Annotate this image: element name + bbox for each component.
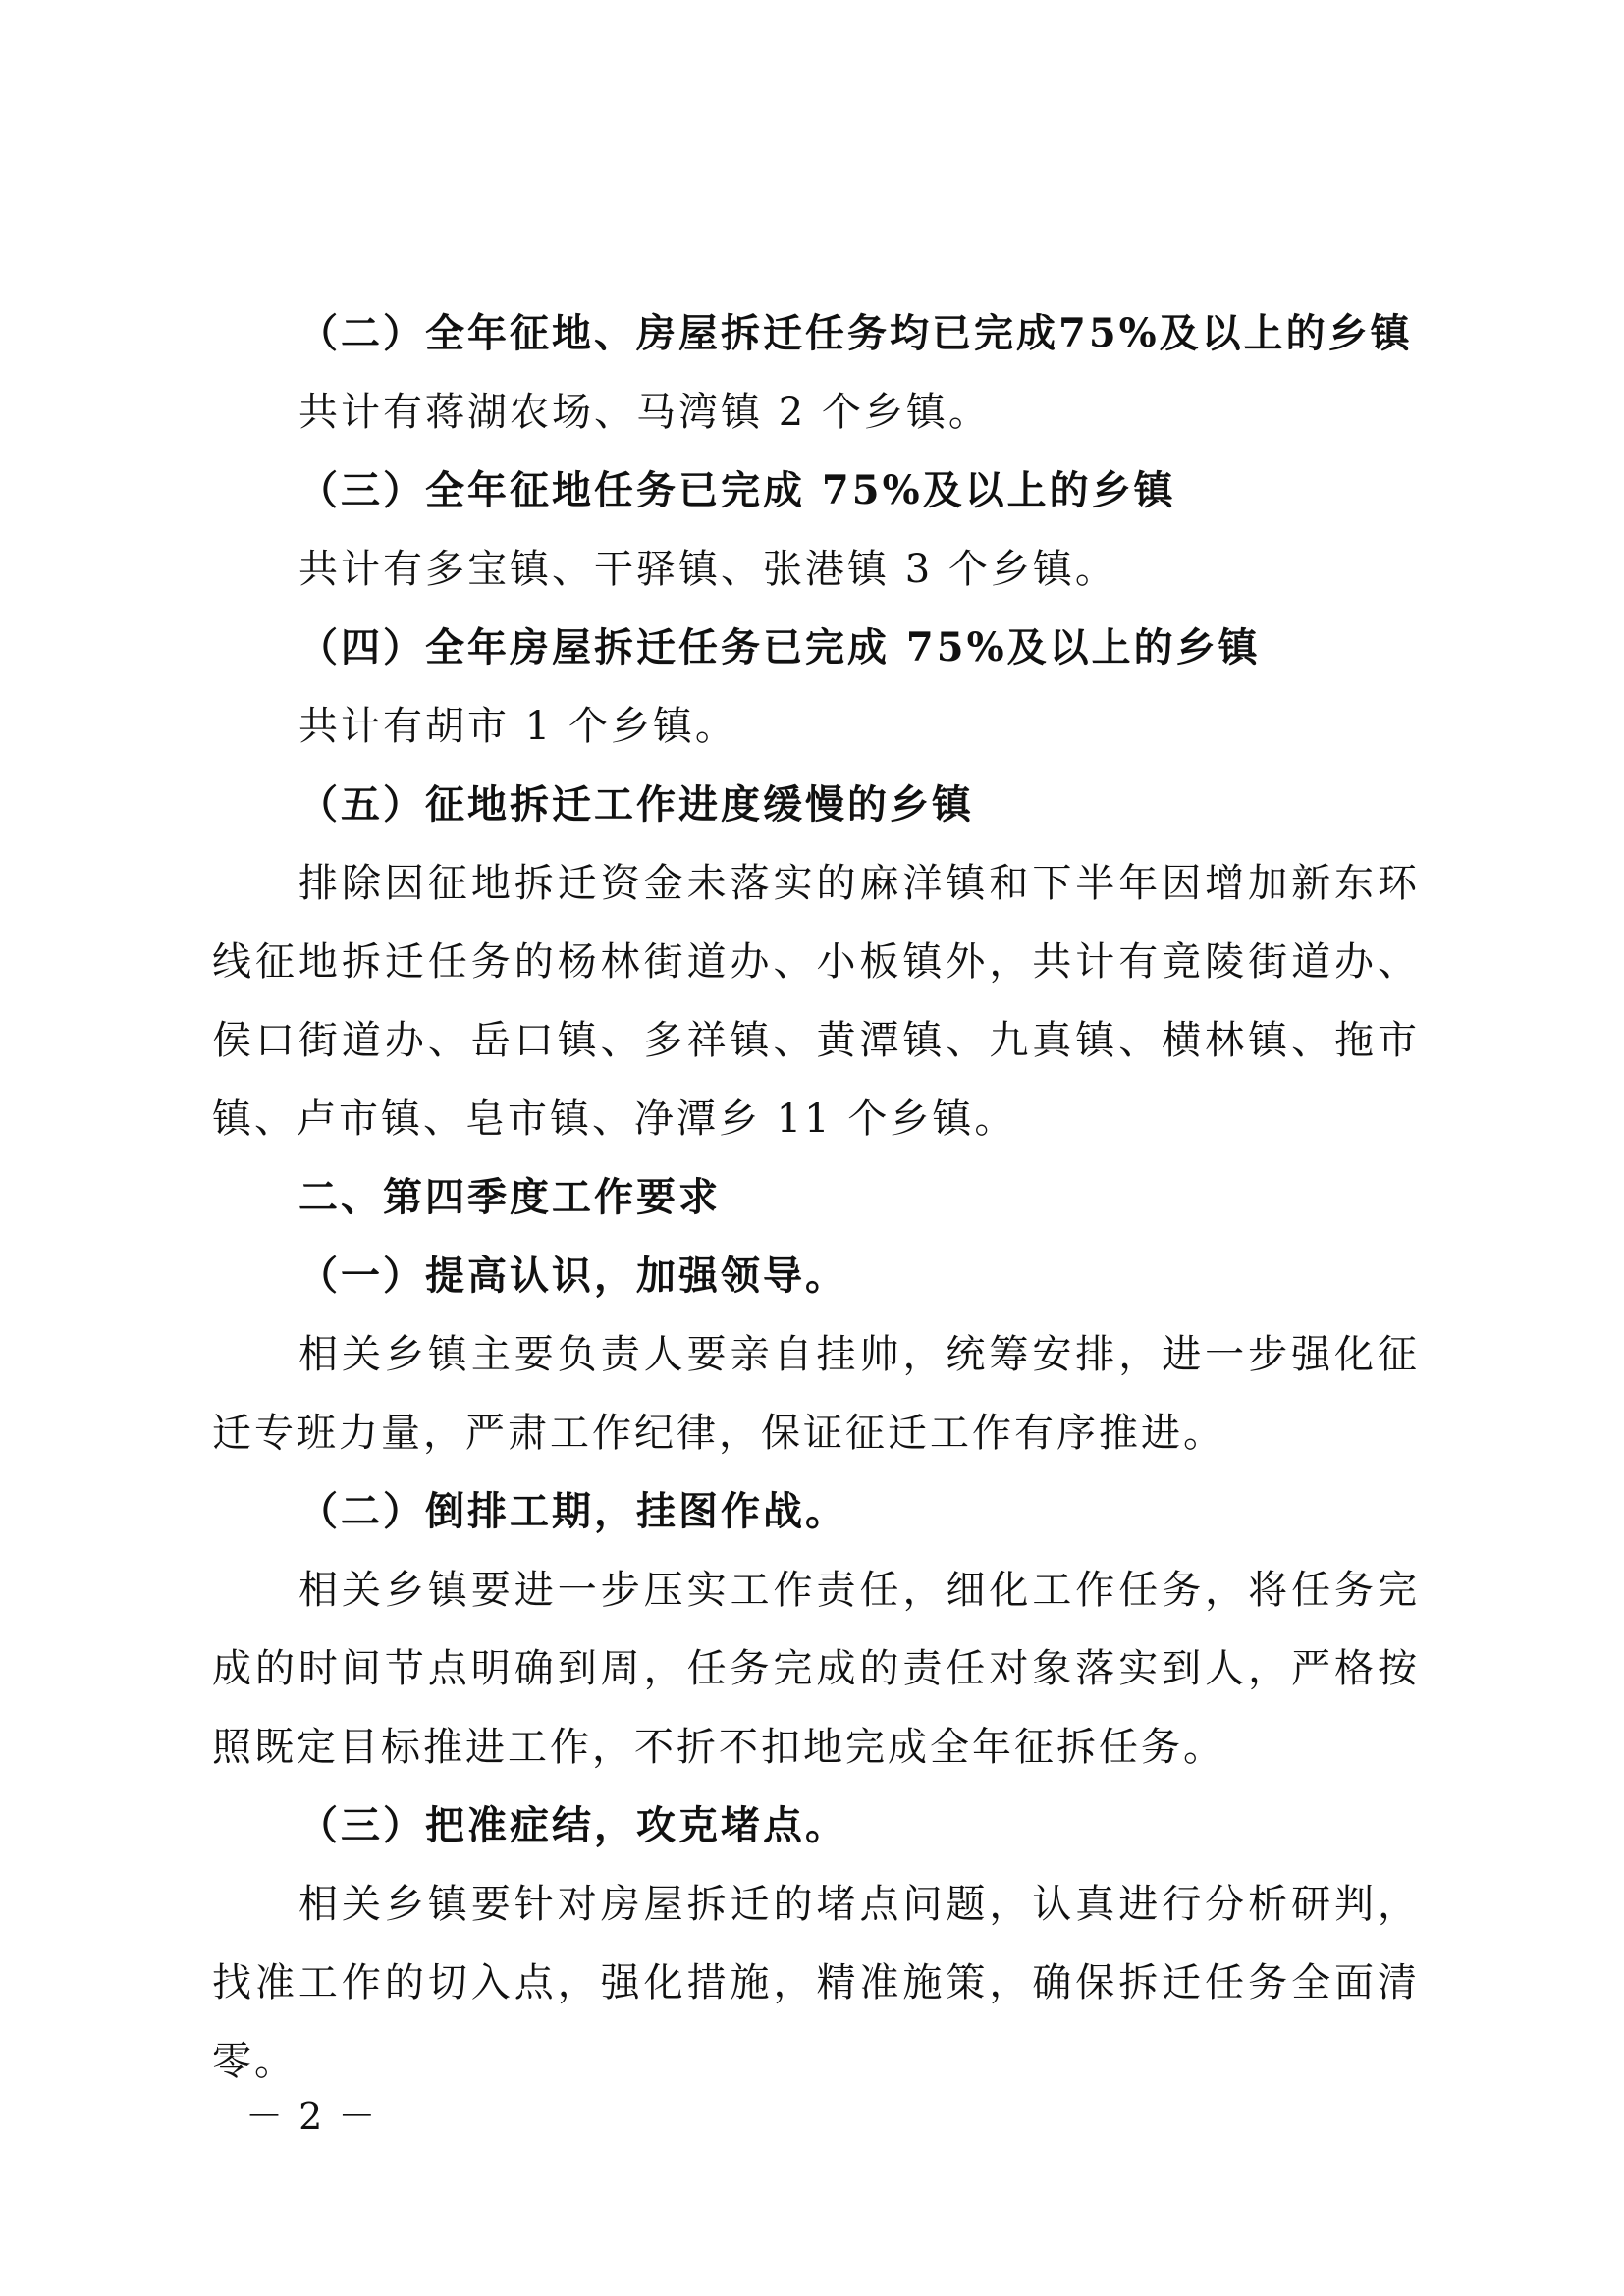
paragraph: 相关乡镇要针对房屋拆迁的堵点问题，认真进行分析研判，找准工作的切入点，强化措施，精准施策，确保拆迁任务全面清零。 — [212, 1882, 1420, 2084]
sub-heading-three: （三）全年征地任务已完成 75%及以上的乡镇 — [298, 467, 1176, 513]
document-body — [212, 294, 1420, 2101]
section-heading-requirements: 二、第四季度工作要求 — [298, 1175, 721, 1220]
sub-heading-five: （五）征地拆迁工作进度缓慢的乡镇 — [298, 781, 974, 828]
sub-heading-three-b: （三）把准症结，攻克堵点。 — [298, 1802, 847, 1848]
page-number: － 2 － — [245, 2095, 378, 2138]
paragraph: 相关乡镇主要负责人要亲自挂帅，统筹安排，进一步强化征迁专班力量，严肃工作纪律，保证征迁工作有序推进。 — [212, 1332, 1420, 1456]
paragraph: 共计有胡市 1 个乡镇。 — [298, 704, 737, 749]
paragraph: 共计有多宝镇、干驿镇、张港镇 3 个乡镇。 — [298, 547, 1117, 592]
sub-heading-four: （四）全年房屋拆迁任务已完成 75%及以上的乡镇 — [298, 624, 1261, 670]
paragraph: 共计有蒋湖农场、马湾镇 2 个乡镇。 — [298, 390, 991, 435]
sub-heading-one: （一）提高认识，加强领导。 — [298, 1253, 847, 1299]
sub-heading-two: （二）全年征地、房屋拆迁任务均已完成75%及以上的乡镇 — [298, 310, 1413, 356]
paragraph: 相关乡镇要进一步压实工作责任，细化工作任务，将任务完成的时间节点明确到周，任务完成的责任对象落实到人，严格按照既定目标推进工作，不折不扣地完成全年征拆任务。 — [212, 1568, 1420, 1770]
paragraph: 排除因征地拆迁资金未落实的麻洋镇和下半年因增加新东环线征地拆迁任务的杨林街道办、小板镇外，共计有竟陵街道办、侯口街道办、岳口镇、多祥镇、黄潭镇、九真镇、横林镇、拖市镇、卢市镇、皂市镇、净潭乡 11 个乡镇。 — [212, 861, 1420, 1142]
sub-heading-two-b: （二）倒排工期，挂图作战。 — [298, 1488, 847, 1534]
